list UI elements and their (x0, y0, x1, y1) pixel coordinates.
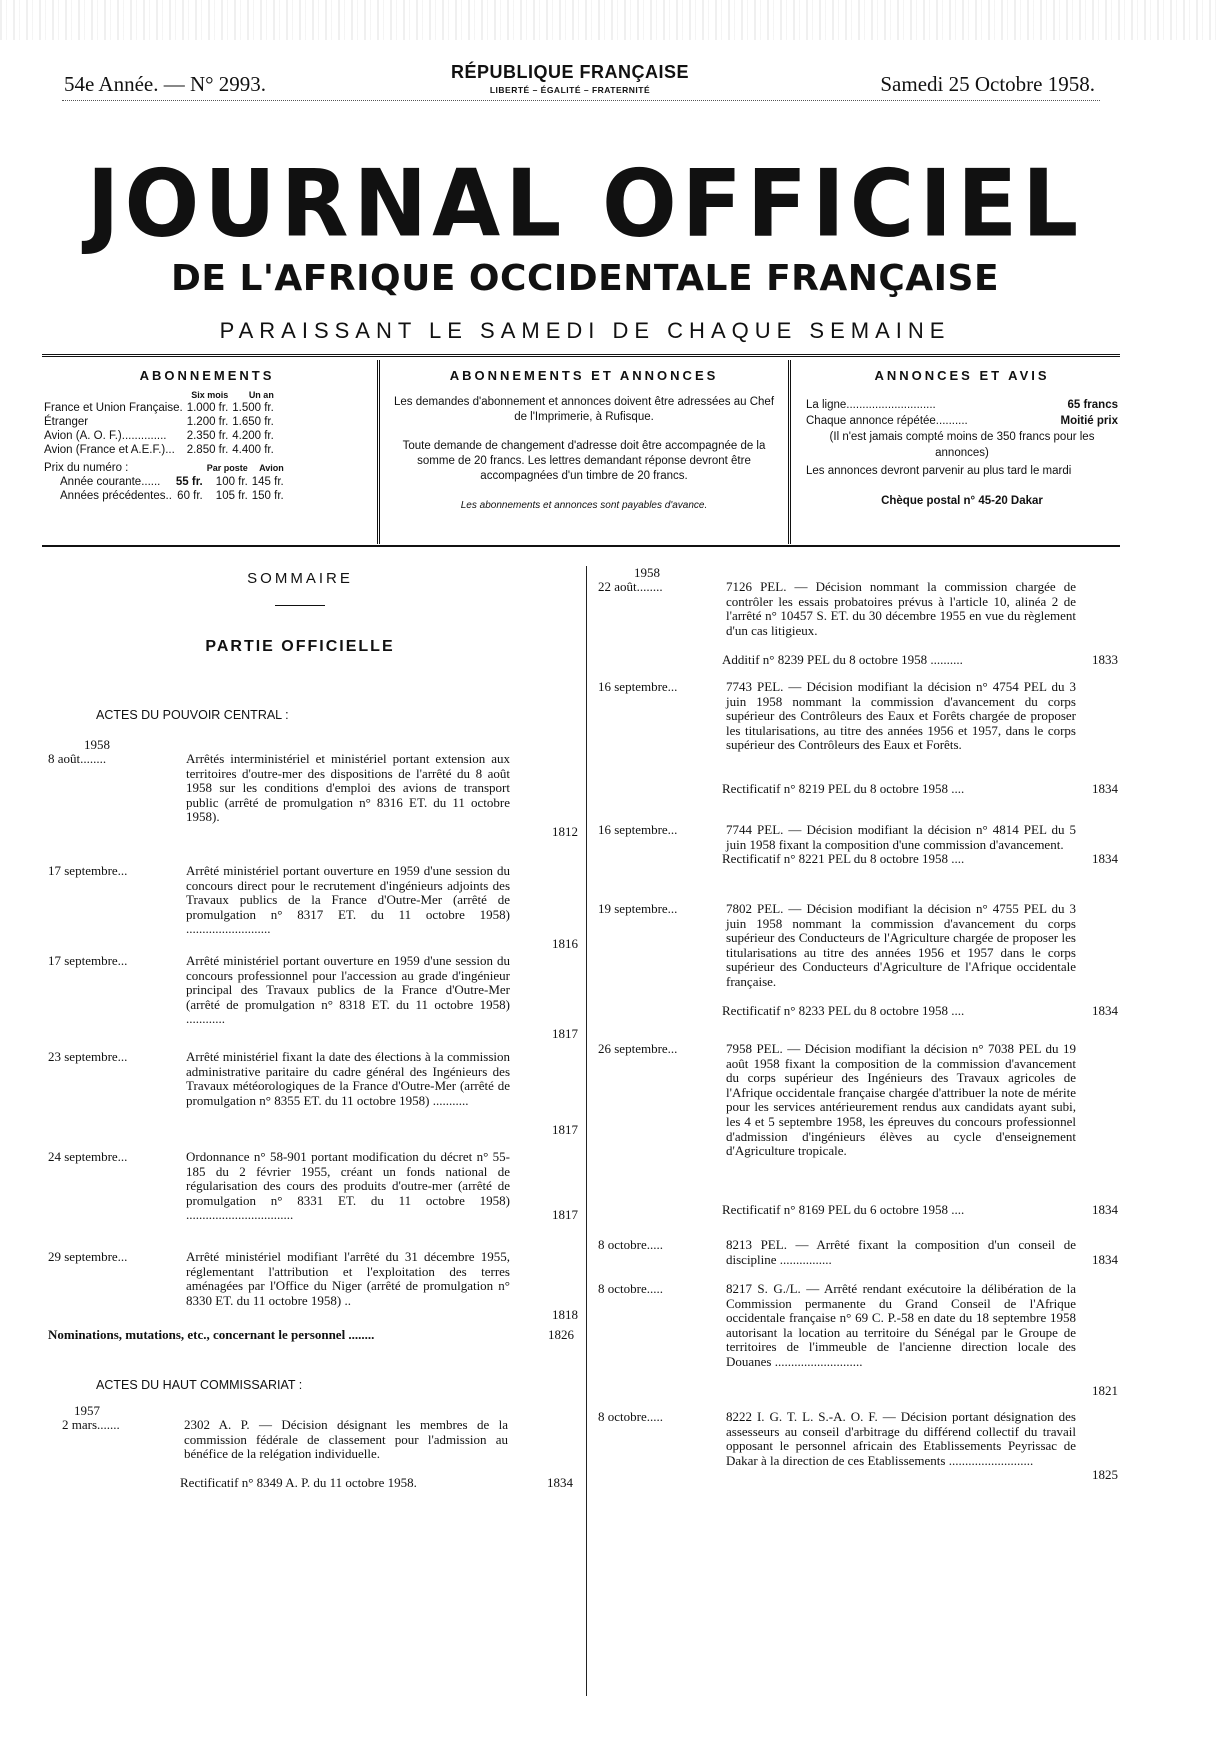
entry-date: 8 octobre..... (598, 1281, 663, 1296)
entry-date: 24 septembre... (48, 1149, 128, 1164)
entry-text: 8217 S. G./L. — Arrêté rendant exécutoire la délibération de la Commission permanente du Grand Conseil de l'Afrique occidentale française n° 69 C. P.-58 en date du 18 septembre 1958 autorisant la location au territoire du Sénégal par le Groupe de territoires de l'immeuble de l'ancienne direction locale des Douanes ........................... (726, 1281, 1076, 1369)
table-row: Années précédentes.. 60 fr. 105 fr. 150 fr. (60, 490, 284, 502)
partie-officielle: PARTIE OFFICIELLE (205, 638, 395, 655)
table-row: France et Union Française. 1.000 fr. 1.500 fr. (44, 402, 274, 414)
entry-date: 23 septembre... (48, 1049, 128, 1064)
republic-name: RÉPUBLIQUE FRANÇAISE (450, 62, 689, 82)
col-six-mois: Six mois (191, 390, 229, 400)
top-rule (62, 100, 1100, 101)
entry-date: 22 août........ (598, 579, 663, 594)
table-row: Avion (A. O. F.).............. 2.350 fr. 4.200 fr. (44, 430, 274, 442)
entry-date: 17 septembre... (48, 953, 128, 968)
entry-page: 1817 (552, 1122, 578, 1137)
entry-date: 8 octobre..... (598, 1237, 663, 1252)
entry-rectificatif: Additif n° 8239 PEL du 8 octobre 1958 .......... (722, 652, 963, 667)
entry-text: 7126 PEL. — Décision nommant la commission chargée de contrôler les essais probatoires prévus à l'article 10, alinéa 2 de l'arrêté n° 10457 S. ET. du 30 décembre 1955 en vue du règlement d'un cas litigieux. (726, 579, 1076, 638)
entry-page: 1833 (1092, 652, 1118, 667)
abonnements-title: ABONNEMENTS (139, 368, 275, 383)
abonnements-annonces-p1: Les demandes d'abonnement et annonces doivent être adressées au Chef de l'Imprimerie, à Rufisque. (393, 396, 775, 423)
entry-page: 1817 (552, 1026, 578, 1041)
prix-label: Prix du numéro : (44, 462, 129, 474)
annonces-delai: Les annonces devront parvenir au plus tard le mardi (806, 465, 1072, 477)
entry-page: 1818 (552, 1307, 578, 1323)
entry-rectificatif: Rectificatif n° 8219 PEL du 8 octobre 1958 .... (722, 781, 965, 797)
publication-frequency: PARAISSANT LE SAMEDI DE CHAQUE SEMAINE (219, 318, 951, 343)
entry-page: 1812 (552, 824, 578, 839)
issue-number: 54e Année. — N° 2993. (64, 72, 267, 96)
abonnements-table (42, 389, 276, 457)
box-divider-2 (788, 360, 791, 544)
haut-commissariat-heading: ACTES DU HAUT COMMISSARIAT : (96, 1378, 303, 1392)
table-row: Avion (France et A.E.F.)... 2.850 fr. 4.400 fr. (44, 444, 274, 456)
entry-page: 1834 (1092, 1003, 1118, 1019)
entry-text: 7743 PEL. — Décision modifiant la décision n° 4754 PEL du 3 juin 1958 nommant la commission d'avancement du corps supérieur des Contrôleurs des Eaux et Forêts chargée de proposer les titularisations, au titre des années 1956 et 1957, dans le corps supérieur des Contrôleurs des Eaux et Forêts. (726, 679, 1076, 753)
entry-text: Arrêtés interministériel et ministériel portant extension aux territoires d'outre-mer des dispositions de l'arrêté du 8 août 1958 sur les conditions d'emploi des avions de transport public (arrêté de promulgation n° 8316 ET. du 11 octobre 1958). (186, 751, 510, 825)
table-row: Année courante...... 55 fr. 100 fr. 145 fr. (60, 476, 284, 488)
table-row: Étranger 1.200 fr. 1.650 fr. (44, 416, 274, 428)
entry-page: 1816 (552, 936, 578, 951)
entry-page: 1834 (1092, 851, 1118, 867)
prix-table: Prix du numéro : Par poste Avion Année courante...... 55 fr. 100 fr. 145 fr. Années précédentes.. 60 fr. 105 fr. 150 fr. (44, 462, 284, 502)
entry-text: Arrêté ministériel fixant la date des élections à la commission administrative paritaire du cadre général des Ingénieurs des Travaux météorologiques de la France d'Outre-Mer (arrêté de promulgation n° 8355 ET. du 11 octobre 1958) ........... (186, 1049, 510, 1108)
entry-page: 1821 (1092, 1383, 1118, 1399)
cheque-postal: Chèque postal n° 45-20 Dakar (881, 495, 1043, 507)
abonnements-annonces-p3: Les abonnements et annonces sont payables d'avance. (460, 500, 708, 511)
entry-text: Ordonnance n° 58-901 portant modification du décret n° 55-185 du 2 février 1955, créant un fonds national de régularisation des cours des produits d'outre-mer (arrêté de promulgation n° 8331 ET. du 11 octobre 1958) ................................. (186, 1149, 510, 1223)
box-top-rule (42, 354, 1120, 357)
entry-date: 19 septembre... (598, 901, 678, 916)
entry-year: 1958 (634, 565, 660, 580)
entry-date: 16 septembre... (598, 822, 678, 837)
annonces-avis-box (806, 360, 1118, 544)
republic-block (440, 62, 700, 95)
entry-year: 1958 (84, 737, 110, 752)
entry-page: 1834 (1092, 1201, 1118, 1217)
annonces-avis-title: ANNONCES ET AVIS (874, 368, 1050, 383)
entry-rectificatif: Rectificatif n° 8221 PEL du 8 octobre 1958 .... (722, 851, 965, 867)
annonces-tarifs: La ligne............................ 65 francs Chaque annonce répétée.......... Moitié prix (Il n'est jamais compté moins de 350 francs pour les annonces) Les annonces devront parvenir au plus tard le mardi Chèque postal n° 45-20 Dakar (806, 399, 1118, 507)
entry-text: 7802 PEL. — Décision modifiant la décision n° 4755 PEL du 3 juin 1958 nommant la commission d'avancement du corps supérieur des Conducteurs de l'Agriculture chargée de proposer les titularisations au titre des années 1956 et 1957 dans le corps supérieur des Conducteurs d'Agriculture de l'Afrique occidentale française. (726, 901, 1076, 989)
entry-text: 7958 PEL. — Décision modifiant la décision n° 7038 PEL du 19 août 1958 fixant la composition de la commission d'avancement du corps supérieur des Ingénieurs des Travaux agricoles de l'Afrique occidentale française chargée d'attribuer la note de mérite pour les services antérieurement rendus aux candidats ayant subi, les 4 et 5 septembre 1958, les épreuves du concours professionnel d'admission d'ingénieurs élèves au cycle d'enseignement d'Agriculture tropicale. (726, 1041, 1076, 1159)
entry-text: Arrêté ministériel portant ouverture en 1959 d'une session du concours professionnel pour l'accession au grade d'ingénieur principal des Travaux publics de la France d'Outre-Mer (arrêté de promulgation n° 8318 ET. du 11 octobre 1958) ............ (186, 953, 510, 1027)
entry-date: 29 septembre... (48, 1249, 128, 1264)
abonnements-annonces-title: ABONNEMENTS ET ANNONCES (449, 368, 719, 383)
entry-date: 16 septembre... (598, 679, 678, 694)
entry-text: 8222 I. G. T. L. S.-A. O. F. — Décision portant désignation des assesseurs au conseil d'arbitrage du différend collectif du travail opposant le personnel africain des Etablissements Peyrissac de Dakar à la direction de ces Etablissements .......................... (726, 1409, 1076, 1468)
journal-subtitle: DE L'AFRIQUE OCCIDENTALE FRANÇAISE (170, 258, 1000, 299)
abonnements-box (42, 360, 372, 544)
box-divider-1 (377, 360, 380, 544)
annonces-note: (Il n'est jamais compté moins de 350 francs pour les annonces) (829, 431, 1095, 459)
entry-text: 7744 PEL. — Décision modifiant la décision n° 4814 PEL du 5 juin 1958 fixant la composition d'une commission d'avancement. (726, 822, 1076, 852)
scan-noise (0, 0, 1219, 40)
hc-entry: 1957 2 mars....... 2302 A. P. — Décision désignant les membres de la commission fédérale de classement pour l'admission au bénéfice de la relégation individuelle. Rectificatif n° 8349 A. P. du 11 octobre 1958. 1834 (62, 1403, 573, 1490)
sommaire-title: SOMMAIRE (247, 570, 353, 587)
entry-page: 1825 (1092, 1467, 1118, 1483)
entry-date: 17 septembre... (48, 863, 128, 878)
entry-rectificatif: Rectificatif n° 8233 PEL du 8 octobre 1958 .... (722, 1003, 965, 1019)
entry-date: 26 septembre... (598, 1041, 678, 1056)
entry-text: 8213 PEL. — Arrêté fixant la composition d'un conseil de discipline ................ (726, 1237, 1076, 1267)
entry-text: Arrêté ministériel modifiant l'arrêté du 31 décembre 1955, réglementant l'attribution et l'exploitation des terres aménagées par l'Office du Niger (arrêté de promulgation n° 8330 ET. du 11 octobre 1958) .. (186, 1249, 510, 1308)
entry-page: 1834 (1092, 781, 1118, 797)
entry-page: 1817 (552, 1207, 578, 1223)
col-un-an: Un an (248, 390, 274, 400)
pouvoir-central-heading: ACTES DU POUVOIR CENTRAL : (96, 708, 289, 722)
entry-date: 8 août........ (48, 751, 107, 766)
abonnements-annonces-box (388, 360, 780, 544)
entry-rectificatif: Rectificatif n° 8169 PEL du 6 octobre 1958 .... (722, 1201, 965, 1217)
issue-date: Samedi 25 Octobre 1958. (880, 72, 1095, 96)
journal-page: 54e Année. — N° 2993. RÉPUBLIQUE FRANÇAISE LIBERTÉ – ÉGALITÉ – FRATERNITÉ Samedi 25 Octobre 1958. JOURNAL OFFICIEL DE L'AFRIQUE OCCIDENTALE FRANÇAISE PARAISSANT LE SAMEDI DE CHAQUE SEMAINE ABONNEMENTS Six mois Un an France et Union Française. 1.000 fr. 1.500 fr. Étranger 1.200 fr. 1.650 fr. Avion (A. O. F.).............. 2.350 fr. 4.200 fr. Avion (France et A.E.F.)... 2.850 fr. 4.400 fr. Prix du numéro : Par poste Avion Année courante...... 55 fr. 100 fr. 145 fr. Années précédentes.. 60 fr. 105 fr. 150 fr. ABONNEMENTS ET ANNONCES Les demandes d'abonnement et annonces doivent être adressées au Chef de l'Imprimerie, à Rufisque. Toute demande de changement d'adresse doit être accompagnée de la somme de 20 francs. Les lettres demandant réponse devront être accompagnées d'un timbre de 20 francs. Les abonnements et annonces sont payables d'avance. ANNONCES ET AVIS La ligne............................ 65 francs Chaque annonce répétée.......... Moitié prix (Il n'est jamais compté moins de 350 francs pour les annonces) Les annonces devront parvenir au plus tard le mardi Chèque postal n° 45-20 Dakar SOMMAIRE PARTIE OFFICIELLE ACTES DU POUVOIR CENTRAL : 1958 8 août........ Arrêtés interministériel et ministériel portant extension aux territoires d'outre-mer des dispositions de l'arrêté du 8 août 1958 sur les conditions d'emploi des avions de transport public (arrêté de promulgation n° 8316 ET. du 11 octobre 1958). 1812 17 septembre... Arrêté ministériel portant ouverture en 1959 d'une session du concours direct pour le recrutement d'ingénieurs adjoints des Travaux publics de la France d'Outre-Mer (arrêté de promulgation n° 8317 ET. du 11 octobre 1958) .......................... 1816 17 septembre... Arrêté ministériel portant ouverture en 1959 d'une session du concours professionnel pour l'accession au grade d'ingénieur principal des Travaux publics de la France d'Outre-Mer (arrêté de promulgation n° 8318 ET. du 11 octobre 1958) ............ 1817 23 septembre... Arrêté ministériel fixant la date des élections à la commission administrative paritaire du cadre général des Ingénieurs des Travaux météorologiques de la France d'Outre-Mer (arrêté de promulgation n° 8355 ET. du 11 octobre 1958) ........... 1817 24 septembre... Ordonnance n° 58-901 portant modification du décret n° 55-185 du 2 février 1955, créant un fonds national de régularisation des cours des produits d'outre-mer (arrêté de promulgation n° 8331 ET. du 11 octobre 1958) ................................. 1817 29 septembre... Arrêté ministériel modifiant l'arrêté du 31 décembre 1955, réglementant l'attribution et l'exploitation des terres aménagées par l'Office du Niger (arrêté de promulgation n° 8330 ET. du 11 octobre 1958) .. 1818 Nominations, mutations, etc., concernant le personnel ........ 1826 ACTES DU HAUT COMMISSARIAT : 1957 2 mars....... 2302 A. P. — Décision désignant les membres de la commission fédérale de classement pour l'admission au bénéfice de la relégation individuelle. Rectificatif n° 8349 A. P. du 11 octobre 1958. 1834 1958 22 août........ 7126 PEL. — Décision nommant la commission chargée de contrôler les essais probatoires prévus à l'article 10, alinéa 2 de l'arrêté n° 10457 S. ET. du 30 décembre 1955 en vue du règlement d'un cas litigieux. Additif n° 8239 PEL du 8 octobre 1958 .......... 1833 16 septembre... 7743 PEL. — Décision modifiant la décision n° 4754 PEL du 3 juin 1958 nommant la commission d'avancement du corps supérieur des Contrôleurs des Eaux et Forêts chargée de proposer les titularisations, au titre des années 1956 et 1957, dans le corps supérieur des Contrôleurs des Eaux et Forêts. Rectificatif n° 8219 PEL du 8 octobre 1958 .... 1834 16 septembre... 7744 PEL. — Décision modifiant la décision n° 4814 PEL du 5 juin 1958 fixant la composition d'une commission d'avancement. Rectificatif n° 8221 PEL du 8 octobre 1958 .... 1834 19 septembre... 7802 PEL. — Décision modifiant la décision n° 4755 PEL du 3 juin 1958 nommant la commission d'avancement du corps supérieur des Conducteurs de l'Agriculture chargée de proposer les titularisations au titre des années 1956 et 1957 dans le corps supérieur des Conducteurs d'Agriculture de l'Afrique occidentale française. Rectificatif n° 8233 PEL du 8 octobre 1958 .... 1834 26 septembre... 7958 PEL. — Décision modifiant la décision n° 7038 PEL du 19 août 1958 fixant la composition de la commission d'avancement du corps supérieur des Ingénieurs des Travaux agricoles de l'Afrique occidentale française chargée d'attribuer la note de mérite pour les services antérieurement rendus aux candidats ayant subi, les 4 et 5 septembre 1958, les épreuves du concours professionnel d'admission d'ingénieurs élèves au cycle d'enseignement d'Agriculture tropicale. Rectificatif n° 8169 PEL du 6 octobre 1958 .... 1834 8 octobre..... 8213 PEL. — Arrêté fixant la composition d'un conseil de discipline ................ 1834 8 octobre..... 8217 S. G./L. — Arrêté rendant exécutoire la délibération de la Commission permanente du Grand Conseil de l'Afrique occidentale française n° 69 C. P.-58 en date du 18 septembre 1958 autorisant la location au territoire du Sénégal par le Groupe de territoires de l'immeuble de l'ancienne direction locale des Douanes ........................... 1821 8 octobre..... 8222 I. G. T. L. S.-A. O. F. — Décision portant désignation des assesseurs au conseil d'arbitrage du différend collectif du travail opposant le personnel africain des Etablissements Peyrissac de Dakar à la direction de ces Etablissements .......................... 1825 (0, 0, 1219, 1742)
entry-date: 8 octobre..... (598, 1409, 663, 1424)
journal-title: JOURNAL OFFICIEL (86, 149, 1084, 258)
entry-text: Arrêté ministériel portant ouverture en 1959 d'une session du concours direct pour le recrutement d'ingénieurs adjoints des Travaux publics de la France d'Outre-Mer (arrêté de promulgation n° 8317 ET. du 11 octobre 1958) .......................... (186, 863, 510, 937)
box-bottom-rule (42, 545, 1120, 547)
sommaire-dash (275, 605, 325, 606)
column-separator (586, 566, 587, 1696)
entry-page: 1834 (1092, 1251, 1118, 1267)
republic-motto: LIBERTÉ – ÉGALITÉ – FRATERNITÉ (489, 85, 651, 95)
abonnements-annonces-p2: Toute demande de changement d'adresse doit être accompagnée de la somme de 20 francs. Les lettres demandant réponse devront être accompagnées d'un timbre de 20 francs. (402, 440, 766, 482)
